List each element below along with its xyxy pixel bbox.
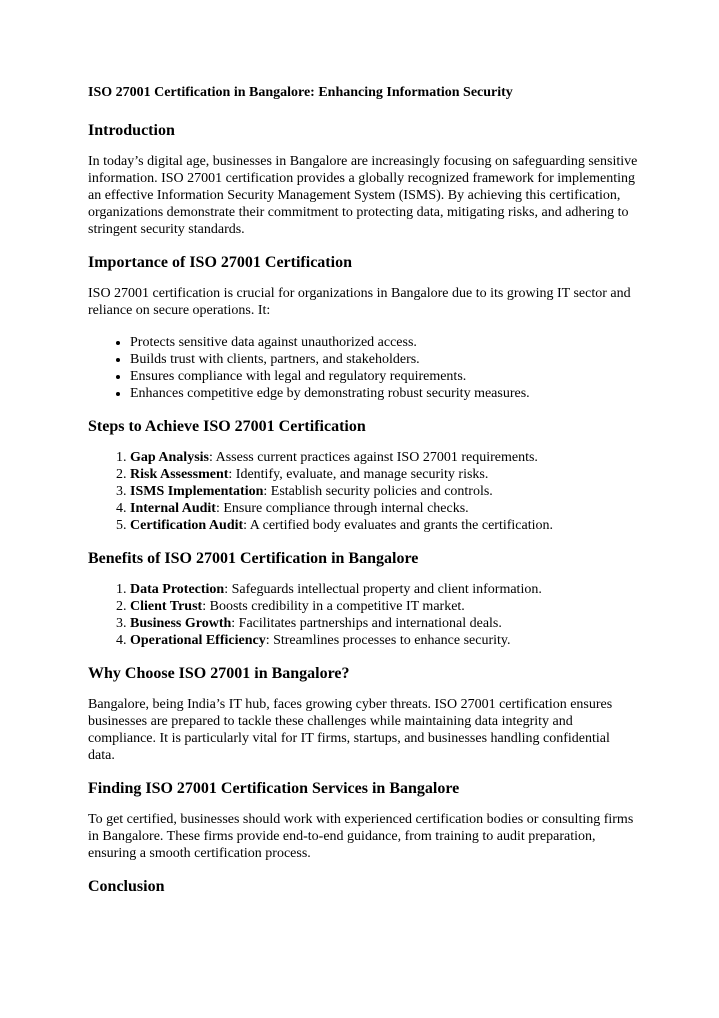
benefit-description: : Facilitates partnerships and international deals.: [231, 616, 502, 631]
importance-paragraph: ISO 27001 certification is crucial for organizations in Bangalore due to its growing IT sector and reliance on secure operations. It:: [88, 286, 631, 318]
bullet-item: • Builds trust with clients, partners, and stakeholders.: [130, 351, 638, 368]
step-item: [130, 517, 638, 534]
benefit-item: [130, 581, 638, 598]
benefits-section: [88, 549, 638, 649]
bullet-item: • Protects sensitive data against unauthorized access.: [130, 334, 638, 351]
step-item: [130, 483, 638, 500]
importance-heading: Importance of ISO 27001 Certification: [88, 254, 352, 271]
why-choose-heading: Why Choose ISO 27001 in Bangalore?: [88, 665, 350, 682]
benefit-item: [130, 615, 638, 632]
importance-section: [88, 253, 638, 402]
step-item: [130, 449, 638, 466]
step-description: : Ensure compliance through internal checks.: [215, 501, 469, 516]
conclusion-section: [88, 877, 638, 897]
step-term: Internal Audit: [130, 501, 216, 516]
conclusion-heading: Conclusion: [88, 878, 165, 895]
introduction-paragraph: In today’s digital age, businesses in Bangalore are increasingly focusing on safeguarding sensitive information. ISO 27001 certification provides a globally recognized framework for implementing an effective Information Security Management System (ISMS). By achieving this certification, organizations demonstrate their commitment to protecting data, mitigating risks, and adhering to stringent security standards.: [88, 154, 638, 237]
document-page: [88, 84, 638, 909]
finding-services-heading: Finding ISO 27001 Certification Services in Bangalore: [88, 780, 460, 797]
step-term: ISMS Implementation: [130, 484, 264, 499]
why-choose-paragraph: Bangalore, being India’s IT hub, faces growing cyber threats. ISO 27001 certification ensures businesses are prepared to tackle these challenges while maintaining data integrity and compliance. It is particularly vital for IT firms, startups, and businesses handling confidential data.: [88, 697, 613, 763]
bullet-item: • Enhances competitive edge by demonstrating robust security measures.: [130, 385, 638, 402]
benefit-term: Data Protection: [130, 582, 225, 597]
benefits-numbered-list: [88, 581, 638, 649]
step-term: Certification Audit: [130, 518, 244, 533]
benefit-description: : Boosts credibility in a competitive IT market.: [202, 599, 465, 614]
benefit-term: Business Growth: [130, 616, 232, 631]
benefit-term: Client Trust: [130, 599, 203, 614]
steps-numbered-list: [88, 449, 638, 534]
step-item: [130, 500, 638, 517]
document-title: ISO 27001 Certification in Bangalore: Enhancing Information Security: [88, 85, 513, 100]
importance-bullet-list: [88, 334, 638, 402]
finding-services-paragraph: To get certified, businesses should work with experienced certification bodies or consulting firms in Bangalore. These firms provide end-to-end guidance, from training to audit preparation, ensuring a smooth certification process.: [88, 812, 634, 861]
introduction-section: [88, 121, 638, 238]
benefit-term: Operational Efficiency: [130, 633, 266, 648]
step-term: Gap Analysis: [130, 450, 209, 465]
finding-services-section: [88, 779, 638, 862]
benefit-description: : Safeguards intellectual property and client information.: [224, 582, 542, 597]
step-term: Risk Assessment: [130, 467, 229, 482]
introduction-heading: Introduction: [88, 122, 175, 139]
why-choose-section: [88, 664, 638, 764]
step-description: : Identify, evaluate, and manage security risks.: [228, 467, 489, 482]
step-description: : Establish security policies and controls.: [263, 484, 493, 499]
steps-heading: Steps to Achieve ISO 27001 Certification: [88, 418, 366, 435]
benefits-heading: Benefits of ISO 27001 Certification in Bangalore: [88, 550, 419, 567]
steps-section: [88, 417, 638, 534]
benefit-item: [130, 598, 638, 615]
benefit-description: : Streamlines processes to enhance security.: [265, 633, 511, 648]
benefit-item: [130, 632, 638, 649]
step-description: : A certified body evaluates and grants the certification.: [243, 518, 553, 533]
step-description: : Assess current practices against ISO 27001 requirements.: [208, 450, 538, 465]
bullet-item: • Ensures compliance with legal and regulatory requirements.: [130, 368, 638, 385]
step-item: [130, 466, 638, 483]
